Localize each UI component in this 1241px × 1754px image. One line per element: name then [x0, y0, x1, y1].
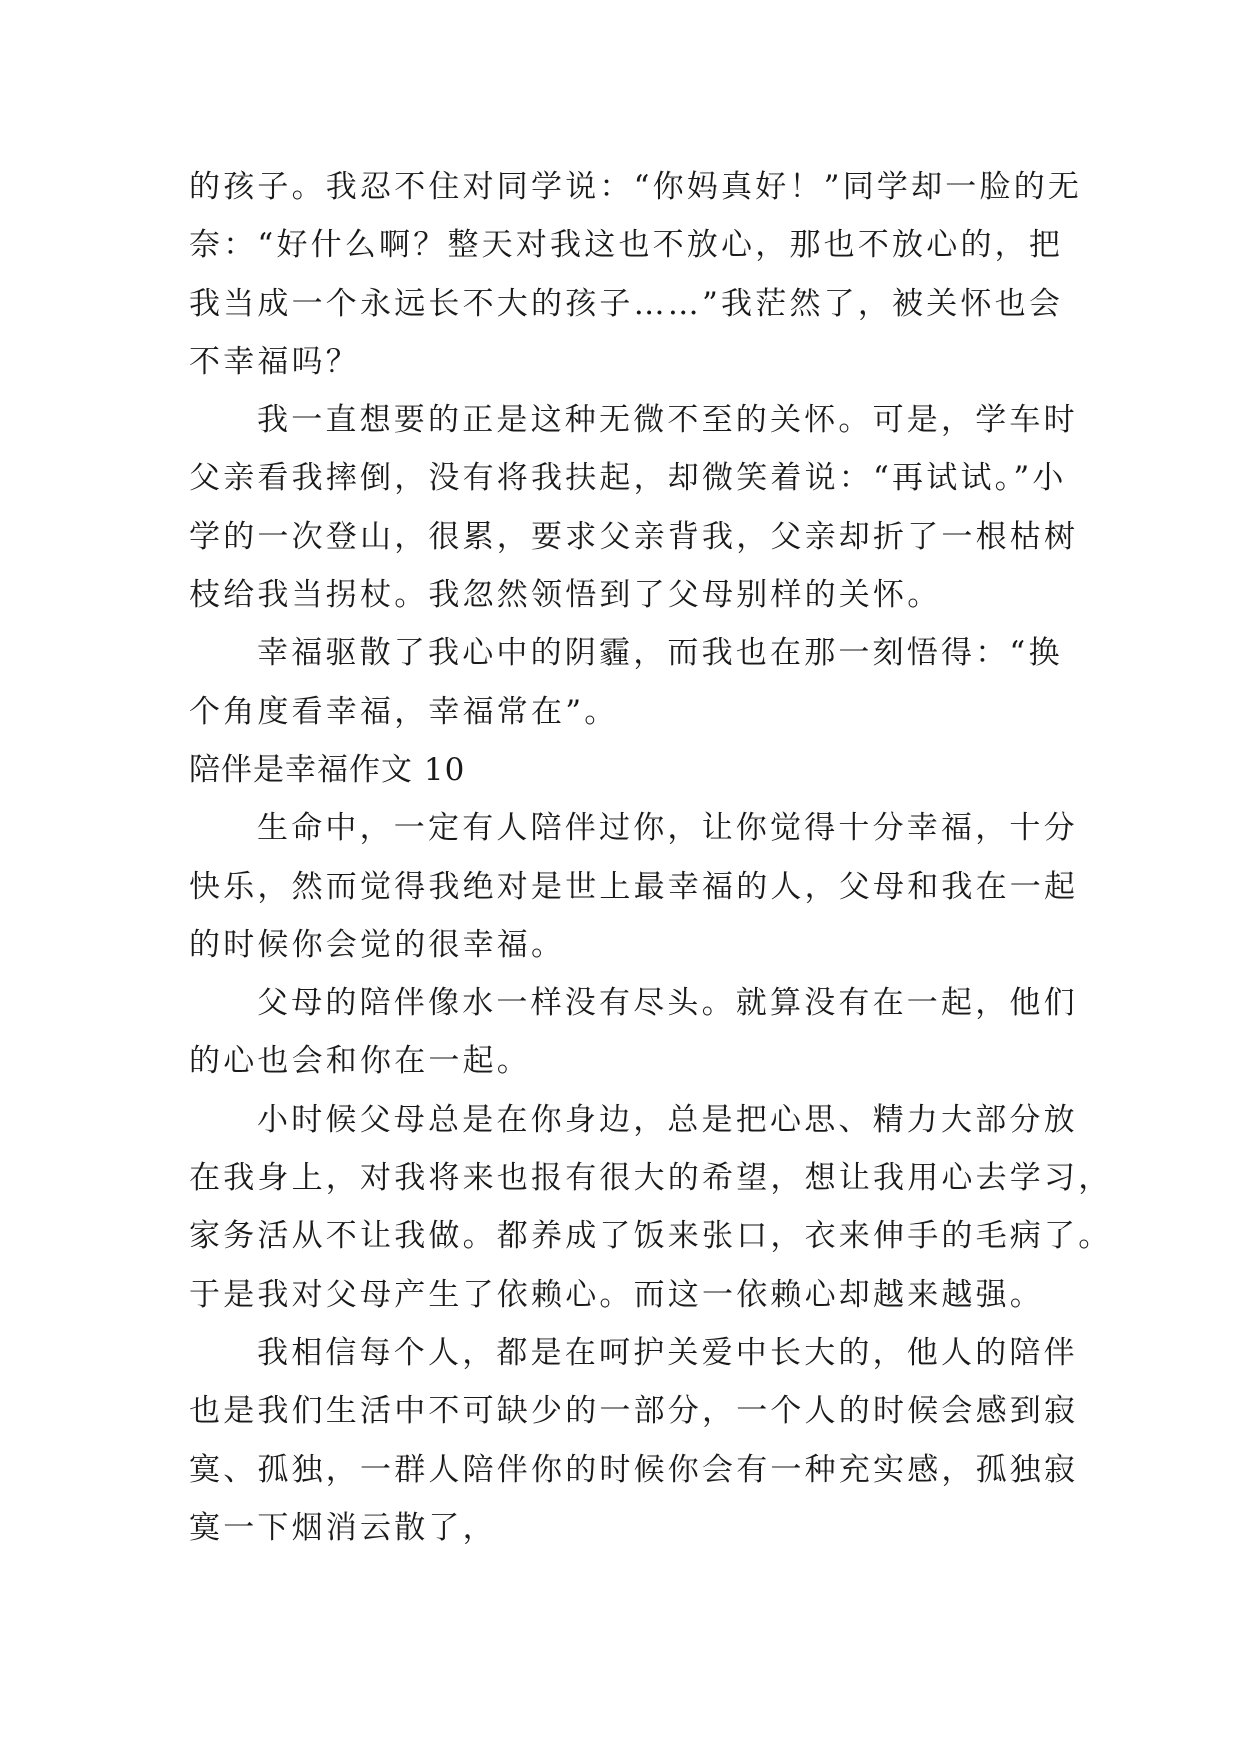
text-line: 也是我们生活中不可缺少的一部分，一个人的时候会感到寂	[189, 1393, 1079, 1430]
text-line: 的心也会和你在一起。	[189, 1043, 531, 1080]
section-heading: 陪伴是幸福作文 10	[189, 751, 466, 788]
text-line: 生命中，一定有人陪伴过你，让你觉得十分幸福，十分	[257, 810, 1078, 847]
paragraph	[189, 1091, 1113, 1324]
paragraph	[189, 624, 1063, 741]
text-line: 枝给我当拐杖。我忽然领悟到了父母别样的关怀。	[189, 577, 942, 614]
paragraph	[189, 974, 1078, 1091]
text-line: 家务活从不让我做。都养成了饭来张口，衣来伸手的毛病了。	[189, 1218, 1113, 1255]
text-line: 父亲看我摔倒，没有将我扶起，却微笑着说：“再试试。”小	[189, 460, 1067, 497]
paragraph	[189, 799, 1079, 974]
text-line: 我一直想要的正是这种无微不至的关怀。可是，学车时	[257, 402, 1078, 439]
text-line: 寞一下烟消云散了，	[189, 1509, 497, 1546]
paragraph	[189, 158, 1083, 391]
text-line: 在我身上，对我将来也报有很大的希望，想让我用心去学习，	[189, 1160, 1113, 1197]
text-line: 小时候父母总是在你身边，总是把心思、精力大部分放	[257, 1101, 1078, 1138]
text-line: 个角度看幸福，幸福常在”。	[189, 693, 619, 730]
text-line: 我当成一个永远长不大的孩子……”我茫然了，被关怀也会	[189, 285, 1064, 322]
text-line: 快乐，然而觉得我绝对是世上最幸福的人，父母和我在一起	[189, 868, 1079, 905]
text-line: 幸福驱散了我心中的阴霾，而我也在那一刻悟得：“换	[257, 635, 1063, 672]
text-line: 于是我对父母产生了依赖心。而这一依赖心却越来越强。	[189, 1276, 1044, 1313]
paragraph	[189, 1324, 1079, 1557]
text-line: 寞、孤独，一群人陪伴你的时候你会有一种充实感，孤独寂	[189, 1451, 1079, 1488]
text-line: 我相信每个人，都是在呵护关爱中长大的，他人的陪伴	[257, 1334, 1078, 1371]
text-line: 奈：“好什么啊？整天对我这也不放心，那也不放心的，把	[189, 227, 1064, 264]
text-line: 的时候你会觉的很幸福。	[189, 926, 566, 963]
text-line: 父母的陪伴像水一样没有尽头。就算没有在一起，他们	[257, 985, 1078, 1022]
text-line: 不幸福吗？	[189, 343, 360, 380]
text-line: 学的一次登山，很累，要求父亲背我，父亲却折了一根枯树	[189, 518, 1079, 555]
paragraph	[189, 391, 1079, 624]
document-body	[189, 158, 1113, 1557]
text-line: 的孩子。我忍不住对同学说：“你妈真好！”同学却一脸的无	[189, 169, 1083, 205]
